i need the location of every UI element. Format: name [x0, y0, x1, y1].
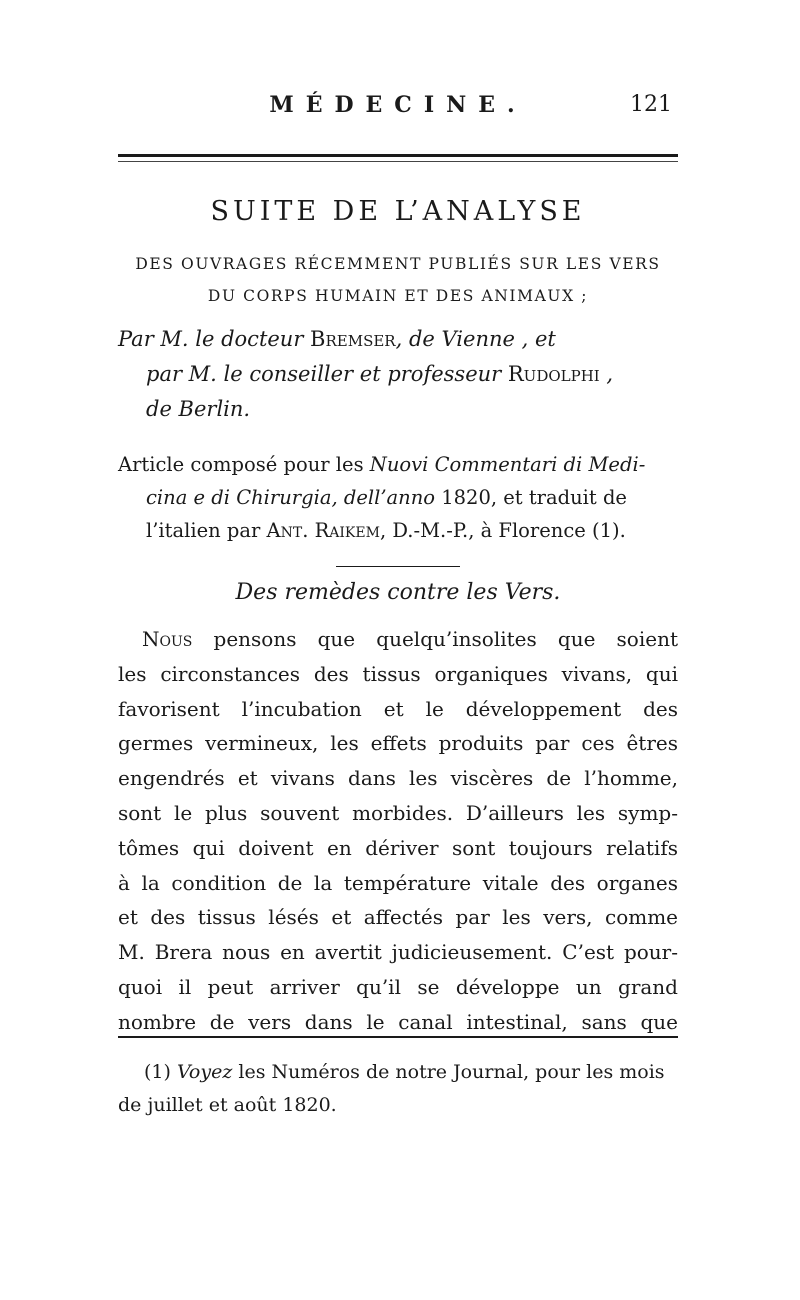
section-divider: [336, 566, 460, 567]
body-line: les circonstances des tissus organiques vivans, qui: [118, 661, 678, 686]
footnote-italic: Voyez: [176, 1061, 233, 1083]
body-line: engendrés et vivans dans les viscères de l’homme,: [118, 766, 678, 791]
journal-title: Nuovi Commentari di Medi-: [369, 453, 646, 476]
authors-line-3: de Berlin.: [146, 397, 251, 421]
article-note-line-1: [118, 448, 678, 481]
body-line: favorisent l’incubation et le développement des: [118, 696, 678, 721]
authors-text: ,: [599, 362, 614, 386]
article-note-line-2: [118, 481, 678, 514]
subtitle-line-1: DES OUVRAGES RÉCEMMENT PUBLIÉS SUR LES VERS: [135, 255, 661, 273]
body-line: et des tissus lésés et affectés par les vers, comme: [118, 905, 678, 930]
authors-text: , de Vienne , et: [395, 327, 556, 351]
translator-name: Ant. Raikem: [266, 519, 380, 542]
body-line: à la condition de la température vitale des organes: [118, 870, 678, 895]
body-line: tômes qui doivent en dériver sont toujours relatifs: [118, 835, 678, 860]
section-title: SUITE DE L’ANALYSE: [210, 196, 586, 227]
article-note-line-3: [118, 514, 678, 547]
author-name-bremser: Bremser: [310, 327, 396, 351]
body-line-text: pensons que quelqu’insolites que soient: [192, 627, 678, 651]
body-line: germes vermineux, les effets produits par ces êtres: [118, 731, 678, 756]
header-rule: [118, 154, 678, 162]
body-line: sont le plus souvent morbides. D’ailleurs les symp-: [118, 800, 678, 825]
footnote-line-1: [118, 1056, 678, 1089]
page-header: [118, 92, 678, 132]
footnote-text: les Numéros de notre Journal, pour les mois: [232, 1061, 665, 1083]
note-text: 1820, et traduit de: [435, 486, 627, 509]
footnote-line-2: de juillet et août 1820.: [118, 1094, 337, 1116]
note-text: l’italien par: [146, 519, 267, 542]
footnote: [118, 1056, 678, 1122]
body-text: [118, 622, 678, 1040]
body-line: nombre de vers dans le canal intestinal, sans que: [118, 1009, 678, 1034]
authors-text: par M. le conseiller et professeur: [146, 362, 508, 386]
body-first-word: Nous: [142, 627, 193, 651]
authors-line-1: [118, 322, 678, 357]
authors-line-2: [118, 357, 678, 392]
footnote-mark: (1): [144, 1061, 177, 1083]
running-title: MÉDECINE.: [269, 92, 527, 118]
subtitle-line-2: DU CORPS HUMAIN ET DES ANIMAUX ;: [207, 287, 589, 305]
note-text: Article composé pour les: [118, 453, 370, 476]
note-text: , D.-M.-P., à Florence (1).: [379, 519, 626, 542]
page-number: 121: [630, 92, 672, 117]
journal-title: cina e di Chirurgia, dell’anno: [146, 486, 436, 509]
body-line: quoi il peut arriver qu’il se développe un grand: [118, 974, 678, 999]
article-note: [118, 448, 678, 547]
author-name-rudolphi: Rudolphi: [507, 362, 600, 386]
authors-text: Par M. le docteur: [118, 327, 311, 351]
body-line: M. Brera nous en avertit judicieusement. C’est pour-: [118, 940, 678, 965]
authors-block: [118, 322, 678, 427]
subsection-title: Des remèdes contre les Vers.: [235, 580, 561, 605]
footnote-rule: [118, 1036, 678, 1038]
body-line: [118, 622, 678, 657]
